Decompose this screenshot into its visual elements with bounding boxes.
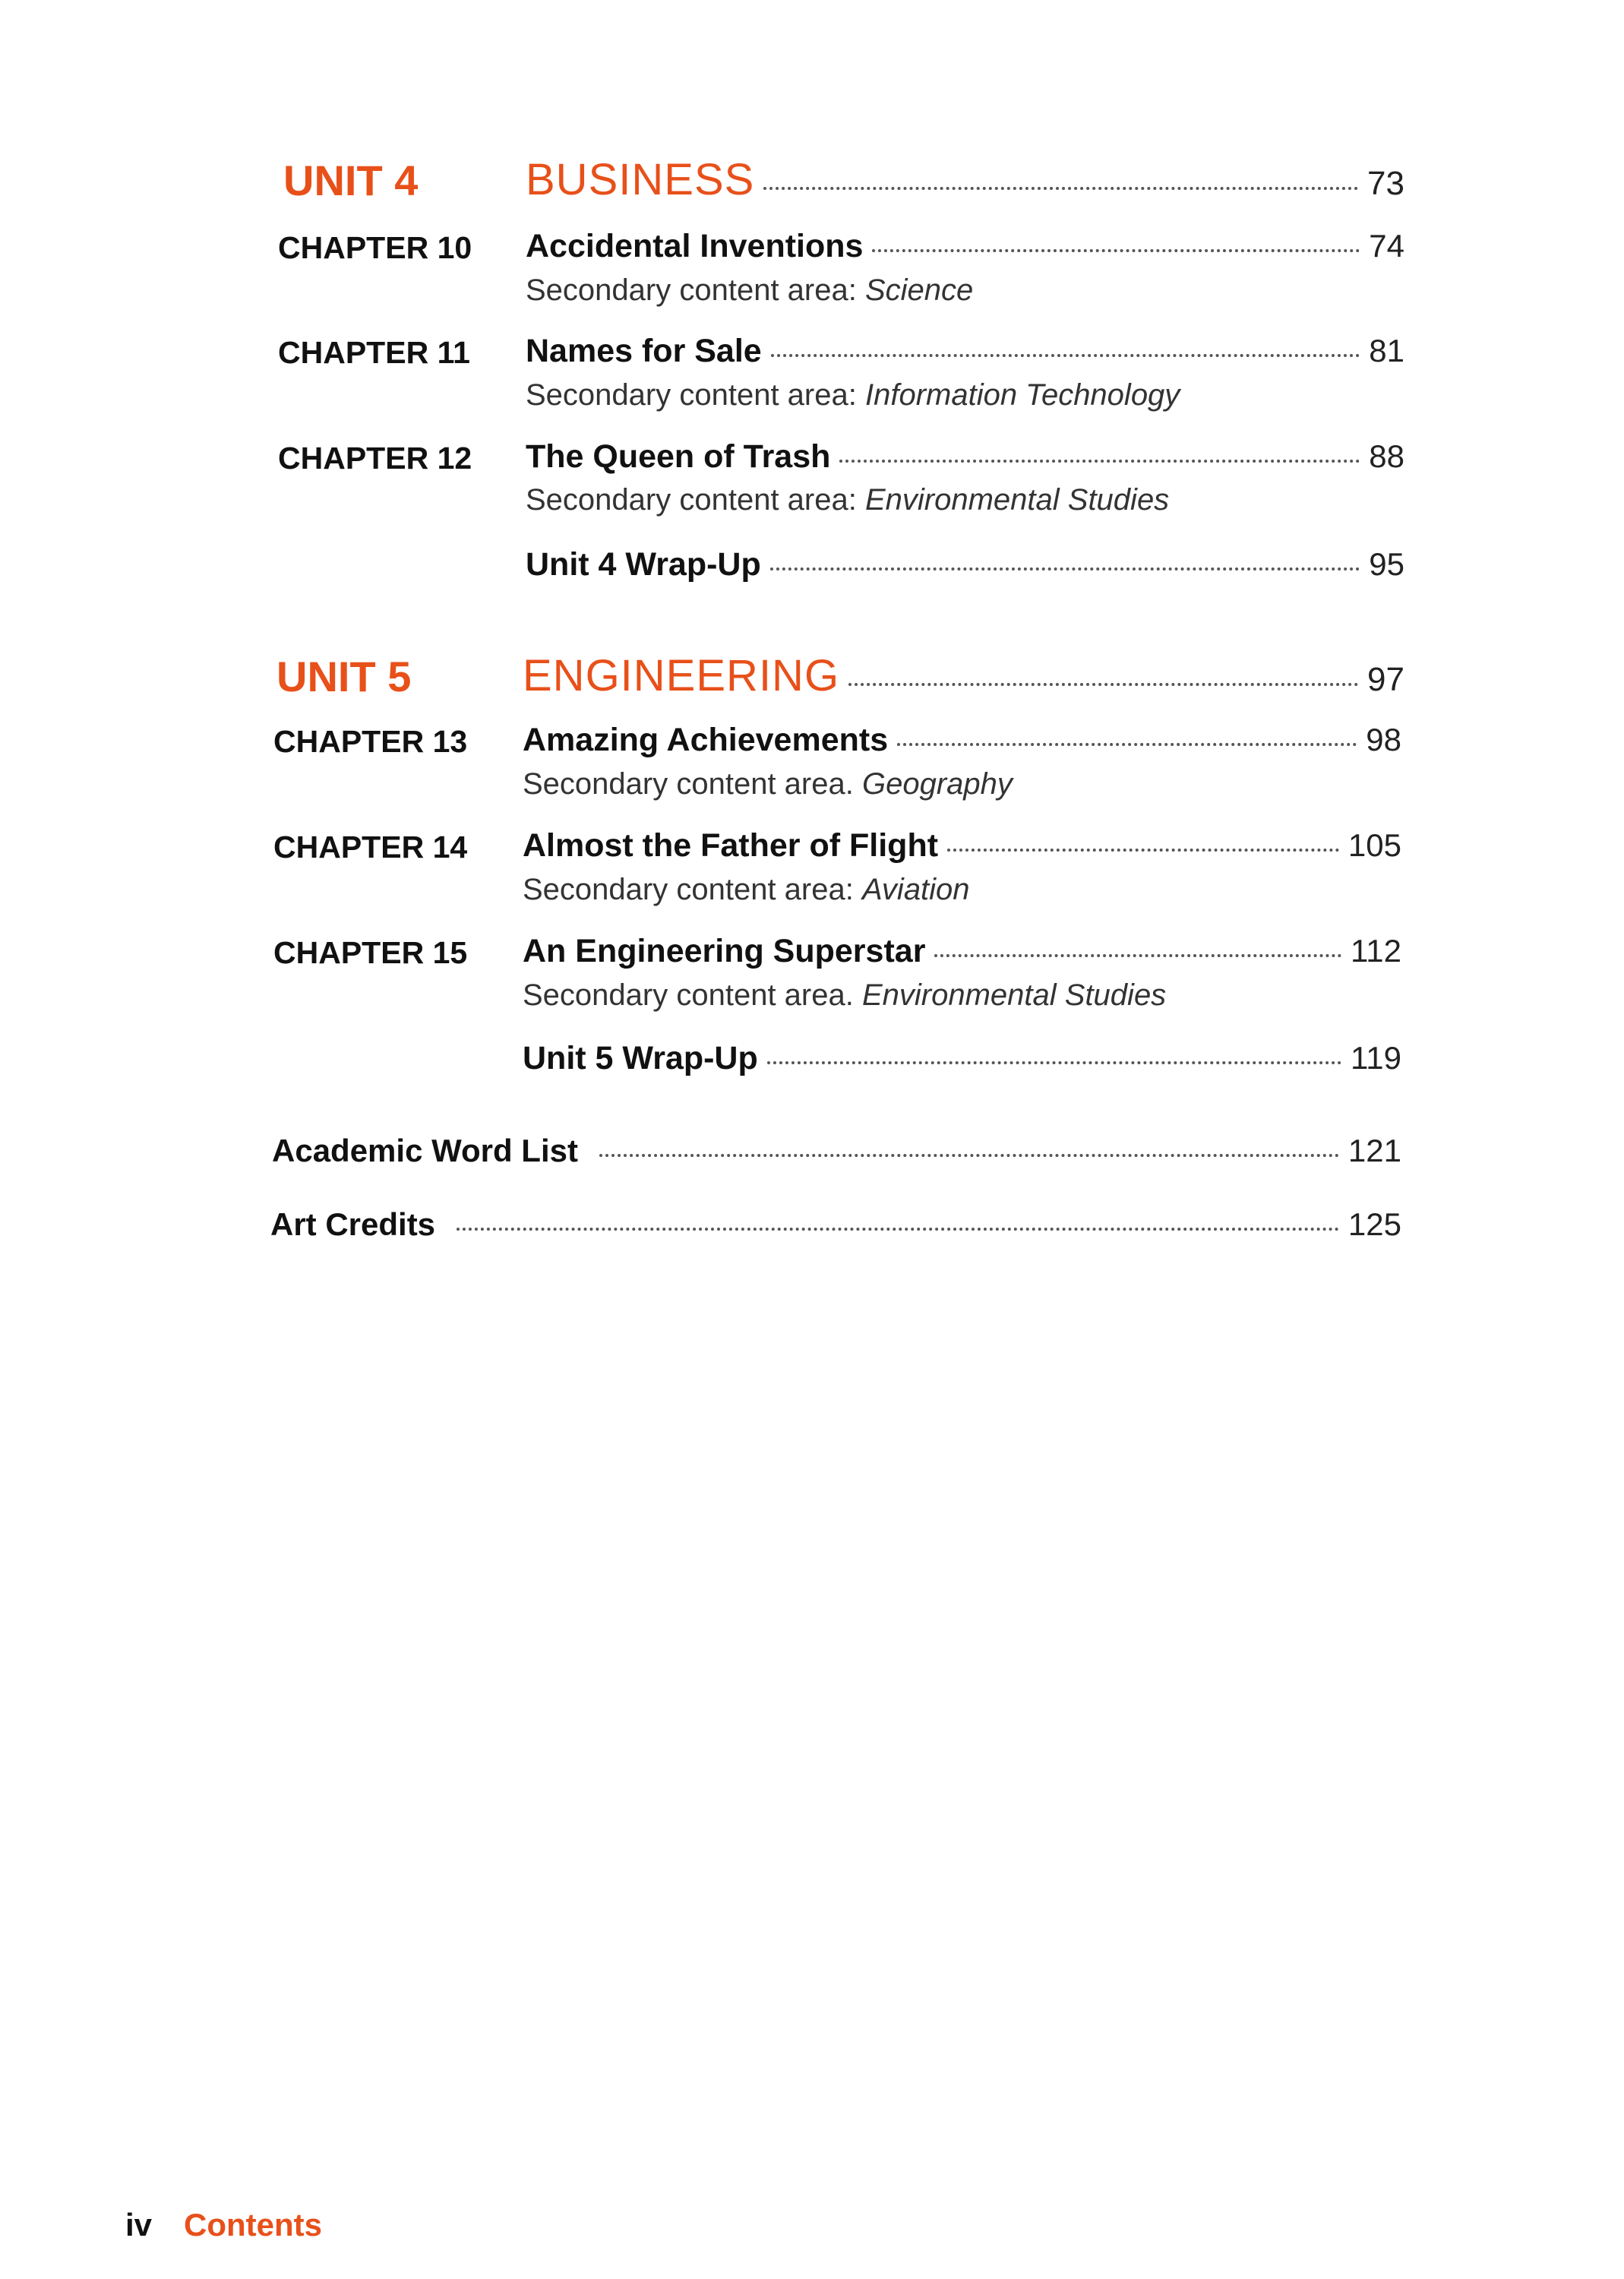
chapter-label: CHAPTER 13 — [273, 724, 468, 759]
chapter-entry[interactable] — [523, 827, 1401, 865]
page-number: 98 — [1366, 722, 1401, 757]
page-number: 73 — [1367, 165, 1404, 202]
chapter-title: The Queen of Trash — [526, 438, 831, 475]
back-matter-title: Art Credits — [270, 1206, 436, 1242]
art-credits-entry[interactable] — [270, 1206, 1401, 1243]
page-footer — [125, 2207, 322, 2243]
dot-leader — [599, 1154, 1339, 1157]
page-number: 119 — [1351, 1040, 1401, 1076]
chapter-entry[interactable] — [526, 228, 1404, 265]
chapter-entry[interactable] — [526, 438, 1404, 476]
academic-word-list-entry[interactable] — [272, 1133, 1401, 1169]
chapter-title: Accidental Inventions — [526, 228, 864, 264]
chapter-entry[interactable] — [523, 722, 1401, 759]
secondary-prefix: Secondary content area: — [526, 483, 857, 517]
chapter-entry[interactable] — [523, 933, 1401, 970]
chapter-entry[interactable] — [526, 333, 1404, 370]
footer-section-title: Contents — [184, 2207, 323, 2243]
chapter-label: CHAPTER 11 — [278, 335, 470, 370]
page-number: 112 — [1351, 933, 1401, 969]
unit-label: UNIT 4 — [283, 156, 419, 204]
secondary-prefix: Secondary content area: — [526, 273, 857, 307]
page-number: 125 — [1348, 1206, 1401, 1242]
unit-title: BUSINESS — [526, 155, 755, 204]
chapter-title: Amazing Achievements — [523, 722, 889, 758]
dot-leader — [771, 354, 1360, 357]
secondary-subject: Aviation — [861, 873, 970, 906]
dot-leader — [848, 683, 1358, 686]
page-number: 74 — [1369, 228, 1404, 264]
secondary-subject: Environmental Studies — [864, 483, 1170, 517]
dot-leader — [934, 954, 1341, 957]
page-number: 88 — [1369, 438, 1404, 474]
unit-label: UNIT 5 — [276, 653, 412, 700]
secondary-prefix: Secondary content area: — [523, 873, 854, 906]
chapter-title: Almost the Father of Flight — [523, 827, 939, 864]
secondary-prefix: Secondary content area: — [526, 378, 857, 412]
chapter-label: CHAPTER 10 — [278, 230, 472, 265]
chapter-label: CHAPTER 12 — [278, 441, 472, 476]
secondary-content-area — [523, 873, 970, 907]
chapter-label: CHAPTER 14 — [273, 830, 468, 865]
dot-leader — [763, 187, 1358, 190]
back-matter-title: Academic Word List — [272, 1133, 578, 1168]
unit-title-entry[interactable] — [526, 154, 1404, 205]
dot-leader — [767, 1061, 1341, 1064]
page-number: 97 — [1367, 661, 1404, 698]
chapter-title: Names for Sale — [526, 333, 762, 369]
page-number: 81 — [1369, 333, 1404, 368]
page-number: 95 — [1369, 546, 1404, 582]
dot-leader — [947, 849, 1339, 852]
page-number: 105 — [1348, 827, 1401, 863]
unit-title-entry[interactable] — [523, 650, 1404, 701]
secondary-content-area — [523, 767, 1013, 801]
secondary-content-area — [526, 378, 1180, 412]
dot-leader — [770, 567, 1360, 571]
secondary-subject: Science — [864, 273, 974, 307]
secondary-subject: Information Technology — [864, 378, 1180, 412]
secondary-prefix: Secondary content area. — [523, 978, 854, 1012]
chapter-label: CHAPTER 15 — [273, 935, 468, 970]
dot-leader — [872, 249, 1360, 252]
secondary-content-area — [523, 978, 1166, 1013]
dot-leader — [457, 1228, 1339, 1231]
wrapup-title: Unit 5 Wrap-Up — [523, 1040, 758, 1076]
unit-title: ENGINEERING — [523, 651, 840, 700]
unit-4-wrapup[interactable] — [526, 546, 1404, 583]
page-number: 121 — [1348, 1133, 1401, 1168]
unit-5-wrapup[interactable] — [523, 1040, 1401, 1077]
secondary-content-area — [526, 273, 973, 308]
secondary-prefix: Secondary content area. — [523, 767, 854, 801]
secondary-subject: Geography — [861, 767, 1013, 801]
dot-leader — [897, 743, 1357, 746]
secondary-subject: Environmental Studies — [861, 978, 1167, 1012]
chapter-title: An Engineering Superstar — [523, 933, 926, 969]
secondary-content-area — [526, 483, 1169, 517]
dot-leader — [839, 460, 1360, 463]
footer-page-number: iv — [125, 2207, 153, 2243]
wrapup-title: Unit 4 Wrap-Up — [526, 546, 761, 583]
